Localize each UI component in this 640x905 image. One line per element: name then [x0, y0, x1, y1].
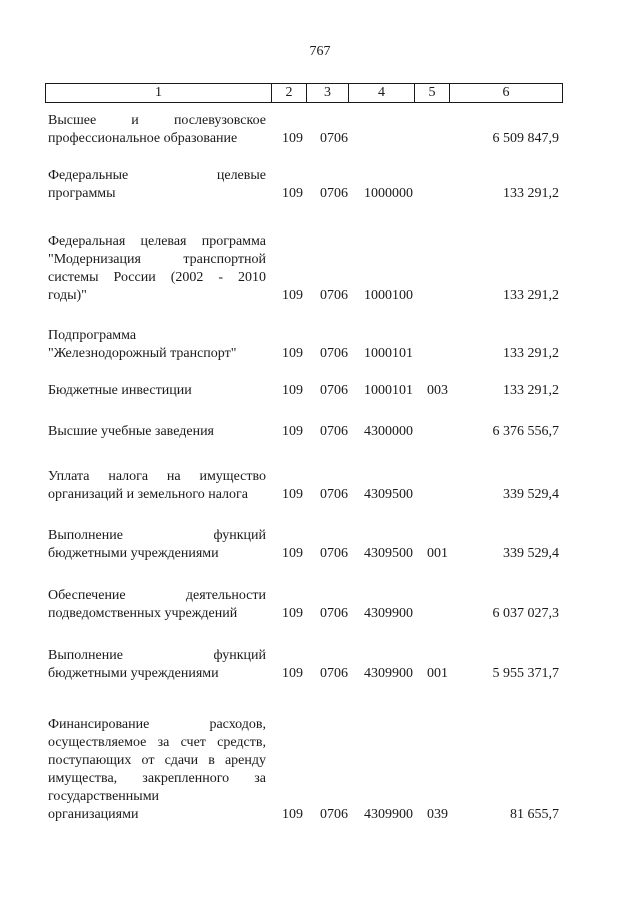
row-name [48, 382, 266, 400]
row-amount: 133 291,2 [503, 383, 559, 398]
row-section-code: 0706 [320, 807, 348, 822]
row-ministry-code: 109 [282, 546, 303, 561]
row-target-code: 1000101 [364, 383, 413, 398]
row-amount: 339 529,4 [503, 546, 559, 561]
row-ministry-code: 109 [282, 186, 303, 201]
row-name-line: бюджетными учреждениями [48, 666, 219, 681]
row-expense-code: 001 [427, 546, 448, 561]
column-header-row [46, 84, 563, 103]
row-name [48, 468, 266, 504]
row-name-line: Федеральная целевая программа [48, 234, 266, 249]
row-name-line: имущества, закрепленного за [48, 771, 266, 786]
row-target-code: 1000000 [364, 186, 413, 201]
row-ministry-code: 109 [282, 288, 303, 303]
row-target-code: 4309500 [364, 546, 413, 561]
row-ministry-code: 109 [282, 487, 303, 502]
row-ministry-code: 109 [282, 606, 303, 621]
row-ministry-code: 109 [282, 383, 303, 398]
row-expense-code: 001 [427, 666, 448, 681]
column-header-6: 6 [450, 84, 563, 103]
row-name-line: Уплата налога на имущество [48, 469, 266, 484]
row-name-line: Финансирование расходов, [48, 717, 266, 732]
row-amount: 6 376 556,7 [492, 424, 559, 439]
column-header-2: 2 [272, 84, 307, 103]
page-number: 767 [309, 44, 331, 59]
row-target-code: 4309900 [364, 666, 413, 681]
row-target-code: 4309500 [364, 487, 413, 502]
row-name-line: Выполнение функций [48, 528, 266, 543]
row-name-line: системы России (2002 - 2010 [48, 270, 266, 285]
row-ministry-code: 109 [282, 807, 303, 822]
row-target-code: 4309900 [364, 606, 413, 621]
row-name [48, 716, 266, 824]
row-ministry-code: 109 [282, 131, 303, 146]
row-target-code: 1000100 [364, 288, 413, 303]
row-name-line: государственными [48, 789, 160, 804]
row-name-line: бюджетными учреждениями [48, 546, 219, 561]
row-section-code: 0706 [320, 606, 348, 621]
row-amount: 133 291,2 [503, 288, 559, 303]
row-name-line: организациями [48, 807, 139, 822]
column-header-3: 3 [307, 84, 349, 103]
row-name [48, 233, 266, 305]
row-name [48, 327, 266, 363]
row-section-code: 0706 [320, 666, 348, 681]
row-name [48, 423, 266, 441]
row-name-line: "Модернизация транспортной [48, 252, 266, 267]
row-name-line: "Железнодорожный транспорт" [48, 346, 237, 361]
row-name [48, 587, 266, 623]
row-name-line: подведомственных учреждений [48, 606, 238, 621]
row-name-line: осуществляемое за счет средств, [48, 735, 266, 750]
row-target-code: 4309900 [364, 807, 413, 822]
row-section-code: 0706 [320, 424, 348, 439]
row-name-line: Бюджетные инвестиции [48, 383, 192, 398]
row-amount: 6 509 847,9 [492, 131, 559, 146]
row-name-line: Федеральные целевые [48, 168, 266, 183]
row-name-line: годы)" [48, 288, 87, 303]
row-name-line: Высшие учебные заведения [48, 424, 214, 439]
column-header-1: 1 [46, 84, 272, 103]
row-amount: 133 291,2 [503, 346, 559, 361]
row-name [48, 167, 266, 203]
row-expense-code: 039 [427, 807, 448, 822]
row-section-code: 0706 [320, 383, 348, 398]
row-amount: 5 955 371,7 [492, 666, 559, 681]
row-amount: 6 037 027,3 [492, 606, 559, 621]
row-section-code: 0706 [320, 546, 348, 561]
column-header-5: 5 [415, 84, 450, 103]
row-name-line: Обеспечение деятельности [48, 588, 266, 603]
row-name [48, 647, 266, 683]
column-header-table [45, 83, 563, 103]
row-expense-code: 003 [427, 383, 448, 398]
column-header-4: 4 [349, 84, 415, 103]
row-amount: 81 655,7 [510, 807, 559, 822]
row-section-code: 0706 [320, 288, 348, 303]
row-amount: 133 291,2 [503, 186, 559, 201]
row-target-code: 1000101 [364, 346, 413, 361]
row-name-line: поступающих от сдачи в аренду [48, 753, 266, 768]
row-ministry-code: 109 [282, 666, 303, 681]
row-section-code: 0706 [320, 131, 348, 146]
row-name [48, 527, 266, 563]
row-name [48, 112, 266, 148]
row-name-line: Подпрограмма [48, 328, 137, 343]
row-ministry-code: 109 [282, 346, 303, 361]
row-ministry-code: 109 [282, 424, 303, 439]
row-name-line: Выполнение функций [48, 648, 266, 663]
row-name-line: программы [48, 186, 116, 201]
row-name-line: профессиональное образование [48, 131, 238, 146]
row-section-code: 0706 [320, 186, 348, 201]
row-amount: 339 529,4 [503, 487, 559, 502]
row-section-code: 0706 [320, 487, 348, 502]
row-target-code: 4300000 [364, 424, 413, 439]
row-section-code: 0706 [320, 346, 348, 361]
row-name-line: Высшее и послевузовское [48, 113, 266, 128]
row-name-line: организаций и земельного налога [48, 487, 248, 502]
